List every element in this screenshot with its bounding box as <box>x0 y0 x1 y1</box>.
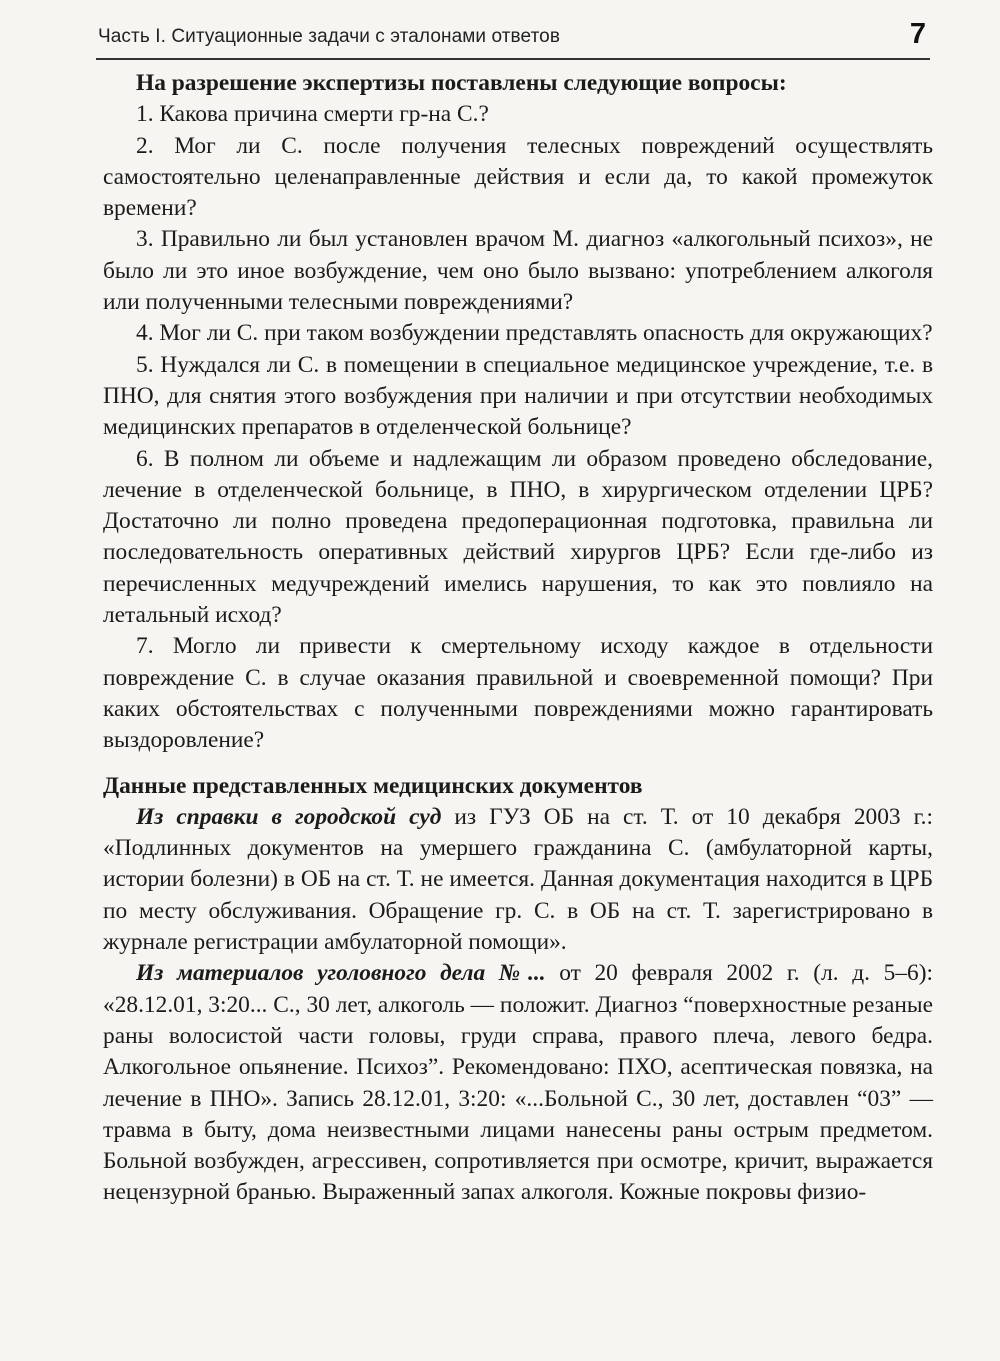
paragraph-lead: Из материалов уголовного дела №... <box>136 960 546 987</box>
paragraph-text: от 20 февраля 2002 г. (л. д. 5–6): «28.12.01, 3:20... С., 30 лет, алкоголь — положит. Диагноз “поверхностные резаные раны волосистой части головы, груди справа, правого плеча, левого бедра. Алкогольное опьянение. Психоз”. Рекомендовано: ПХО, асептическая повязка, на лечение в ПНО». Запись 28.12.01, 3:20: «...Больной С., 30 лет, доставлен “03” — травма в быту, дома неизвестными лицами нанесены раны острым предметом. Больной возбужден, агрессивен, сопротивляется при осмотре, кричит, выражается нецензурной бранью. Выраженный запах алкоголя. Кожные покровы физио- <box>103 960 934 1206</box>
page-body <box>103 68 933 1209</box>
page-number: 7 <box>909 18 926 50</box>
question-item: 2. Мог ли С. после получения телесных повреждений осуществлять самостоятельно целенаправленные действия и если да, то какой промежуток времени? <box>103 132 933 222</box>
question-item: 6. В полном ли объеме и надлежащим ли образом проведено обследование, лечение в отделенческой больнице, в ПНО, в хирургическом отделении ЦРБ? Достаточно ли полно проведена предоперационная подготовка, правильна ли последовательность оперативных действий хирургов ЦРБ? Если где-либо из перечисленных медучреждений имелись нарушения, то как это повлияло на летальный исход? <box>103 445 933 629</box>
question-item: 1. Какова причина смерти гр-на С.? <box>136 101 489 128</box>
paragraph-lead: Из справки в городской суд <box>136 803 442 830</box>
question-item: 4. Мог ли С. при таком возбуждении представлять опасность для окружающих? <box>136 320 933 347</box>
documents-heading: Данные представленных медицинских документов <box>103 772 643 799</box>
paragraph-text: из ГУЗ ОБ на ст. Т. от 10 декабря 2003 г.: «Подлинных документов на умершего гражданина С. (амбулаторной карты, истории болезни) в ОБ на ст. Т. не имеется. Данная документация находится в ЦРБ по месту обслуживания. Обращение гр. С. в ОБ на ст. Т. зарегистрировано в журнале регистрации амбулаторной помощи». <box>103 803 933 956</box>
running-title: Часть I. Ситуационные задачи с эталонами ответов <box>98 26 561 47</box>
questions-heading: На разрешение экспертизы поставлены следующие вопросы: <box>136 70 787 96</box>
running-header <box>96 18 930 60</box>
question-item: 5. Нуждался ли С. в помещении в специальное медицинское учреждение, т.е. в ПНО, для снятия этого возбуждения при наличии и при отсутствии необходимых медицинских препаратов в отделенческой больнице? <box>103 351 933 441</box>
question-item: 3. Правильно ли был установлен врачом М. диагноз «алкогольный психоз», не было ли это иное возбуждение, чем оно было вызвано: употреблением алкоголя или полученными телесными повреждениями? <box>103 226 933 316</box>
documents-paragraph-1 <box>103 802 933 958</box>
documents-paragraph-2 <box>103 958 933 1208</box>
question-item: 7. Могло ли привести к смертельному исходу каждое в отдельности повреждение С. в случае оказания правильной и своевременной помощи? При каких обстоятельствах с полученными повреждениями можно гарантировать выздоровление? <box>103 633 933 754</box>
